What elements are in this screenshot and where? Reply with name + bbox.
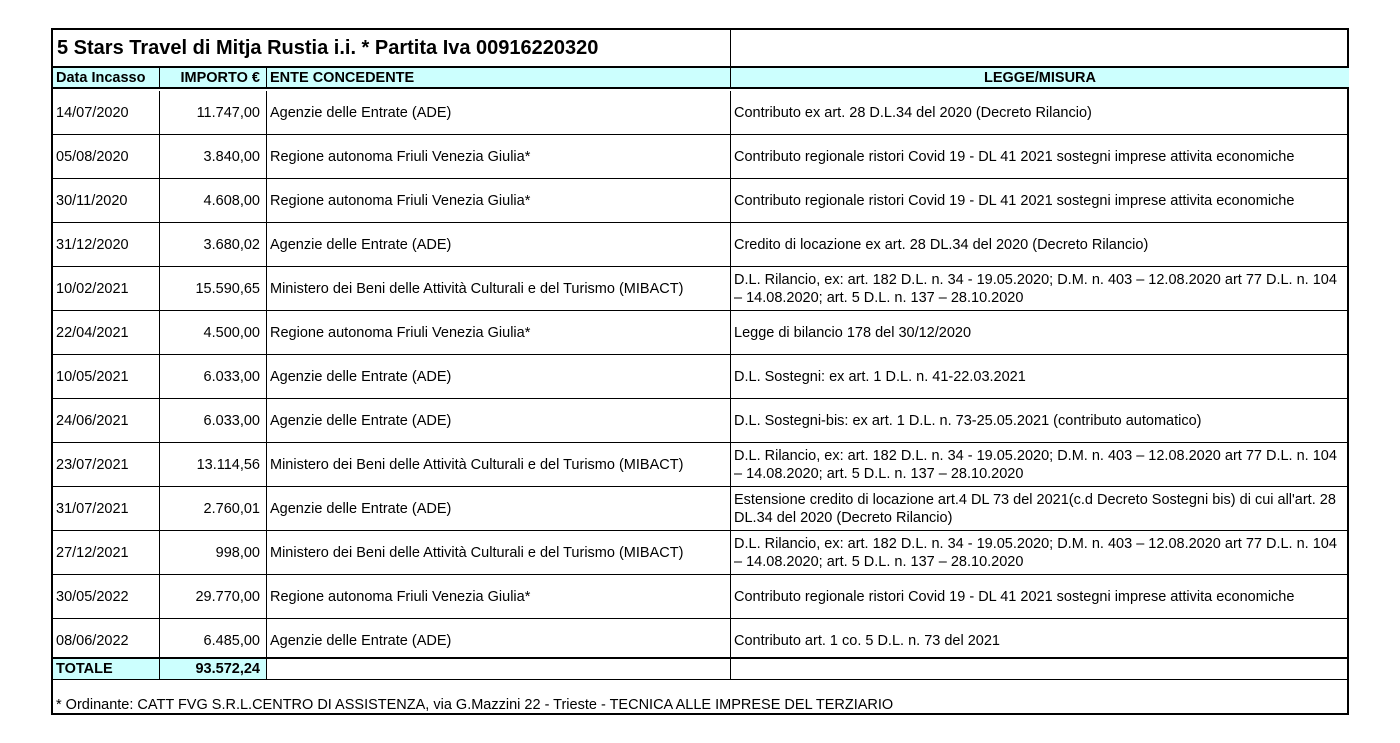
cell-law: D.L. Rilancio, ex: art. 182 D.L. n. 34 - 19.05.2020; D.M. n. 403 – 12.08.2020 art 77 D.L. n. 104 – 14.08.2020; art. 5 D.L. n. 137 – 28.10.2020 (731, 443, 1349, 487)
total-empty-cell-law (731, 657, 1349, 679)
cell-entity: Ministero dei Beni delle Attività Culturali e del Turismo (MIBACT) (267, 531, 731, 575)
cell-amount: 15.590,65 (160, 267, 267, 311)
cell-date: 30/05/2022 (53, 575, 160, 619)
cell-law: Contributo regionale ristori Covid 19 - DL 41 2021 sostegni imprese attivita economiche (731, 135, 1349, 179)
total-label: TOTALE (53, 657, 160, 679)
grants-table (51, 28, 1349, 715)
cell-law: Contributo art. 1 co. 5 D.L. n. 73 del 2021 (734, 633, 1000, 649)
cell-entity: Agenzie delle Entrate (ADE) (267, 91, 731, 135)
title-empty-cell (731, 30, 1349, 66)
cell-amount: 6.485,00 (160, 619, 267, 663)
cell-date: 05/08/2020 (53, 135, 160, 179)
cell-date: 30/11/2020 (53, 179, 160, 223)
cell-law: Contributo regionale ristori Covid 19 - DL 41 2021 sostegni imprese attivita economiche (731, 575, 1349, 619)
cell-date: 10/05/2021 (53, 355, 160, 399)
cell-date: 23/07/2021 (53, 443, 160, 487)
cell-date: 24/06/2021 (53, 399, 160, 443)
cell-date: 14/07/2020 (53, 91, 160, 135)
cell-entity: Agenzie delle Entrate (ADE) (267, 487, 731, 531)
cell-entity: Ministero dei Beni delle Attività Culturali e del Turismo (MIBACT) (267, 443, 731, 487)
cell-law: D.L. Sostegni-bis: ex art. 1 D.L. n. 73-25.05.2021 (contributo automatico) (731, 399, 1349, 443)
cell-date: 31/12/2020 (53, 223, 160, 267)
cell-entity: Agenzie delle Entrate (ADE) (267, 399, 731, 443)
cell-amount: 13.114,56 (160, 443, 267, 487)
cell-entity: Regione autonoma Friuli Venezia Giulia* (267, 575, 731, 619)
cell-date: 27/12/2021 (53, 531, 160, 575)
cell-entity: Regione autonoma Friuli Venezia Giulia* (267, 179, 731, 223)
document-title: 5 Stars Travel di Mitja Rustia i.i. * Partita Iva 00916220320 (53, 30, 731, 66)
cell-law: Estensione credito di locazione art.4 DL 73 del 2021(c.d Decreto Sostegni bis) di cui all'art. 28 DL.34 del 2020 (Decreto Rilancio) (731, 487, 1349, 531)
cell-law: Contributo regionale ristori Covid 19 - DL 41 2021 sostegni imprese attivita economiche (731, 179, 1349, 223)
cell-entity: Agenzie delle Entrate (ADE) (267, 223, 731, 267)
header-law: LEGGE/MISURA (731, 66, 1349, 89)
cell-amount: 6.033,00 (160, 399, 267, 443)
header-amount: IMPORTO € (160, 66, 267, 89)
cell-entity: Agenzie delle Entrate (ADE) (267, 619, 731, 663)
cell-date: 31/07/2021 (53, 487, 160, 531)
cell-entity: Agenzie delle Entrate (ADE) (267, 355, 731, 399)
header-entity: ENTE CONCEDENTE (267, 66, 731, 89)
cell-amount: 3.680,02 (160, 223, 267, 267)
cell-amount: 11.747,00 (160, 91, 267, 135)
cell-entity: Regione autonoma Friuli Venezia Giulia* (267, 135, 731, 179)
cell-law: D.L. Sostegni: ex art. 1 D.L. n. 41-22.03.2021 (731, 355, 1349, 399)
cell-law: Contributo ex art. 28 D.L.34 del 2020 (Decreto Rilancio) (731, 91, 1349, 135)
cell-amount: 2.760,01 (160, 487, 267, 531)
total-empty-cell (267, 657, 731, 679)
cell-amount: 29.770,00 (160, 575, 267, 619)
cell-law: D.L. Rilancio, ex: art. 182 D.L. n. 34 - 19.05.2020; D.M. n. 403 – 12.08.2020 art 77 D.L. n. 104 – 14.08.2020; art. 5 D.L. n. 137 – 28.10.2020 (731, 267, 1349, 311)
cell-law: Credito di locazione ex art. 28 DL.34 del 2020 (Decreto Rilancio) (731, 223, 1349, 267)
cell-law: Legge di bilancio 178 del 30/12/2020 (731, 311, 1349, 355)
cell-amount: 4.608,00 (160, 179, 267, 223)
cell-amount: 3.840,00 (160, 135, 267, 179)
cell-law: D.L. Rilancio, ex: art. 182 D.L. n. 34 - 19.05.2020; D.M. n. 403 – 12.08.2020 art 77 D.L. n. 104 – 14.08.2020; art. 5 D.L. n. 137 – 28.10.2020 (731, 531, 1349, 575)
total-amount: 93.572,24 (160, 657, 267, 679)
header-date: Data Incasso (53, 66, 160, 89)
cell-entity: Ministero dei Beni delle Attività Culturali e del Turismo (MIBACT) (267, 267, 731, 311)
cell-date: 10/02/2021 (53, 267, 160, 311)
cell-amount: 4.500,00 (160, 311, 267, 355)
cell-amount: 998,00 (160, 531, 267, 575)
cell-amount: 6.033,00 (160, 355, 267, 399)
cell-date: 22/04/2021 (53, 311, 160, 355)
cell-date: 08/06/2022 (53, 619, 160, 663)
footnote: * Ordinante: CATT FVG S.R.L.CENTRO DI ASSISTENZA, via G.Mazzini 22 - Trieste - TECNICA ALLE IMPRESE DEL TERZIARIO (53, 679, 1349, 715)
cell-entity: Regione autonoma Friuli Venezia Giulia* (267, 311, 731, 355)
